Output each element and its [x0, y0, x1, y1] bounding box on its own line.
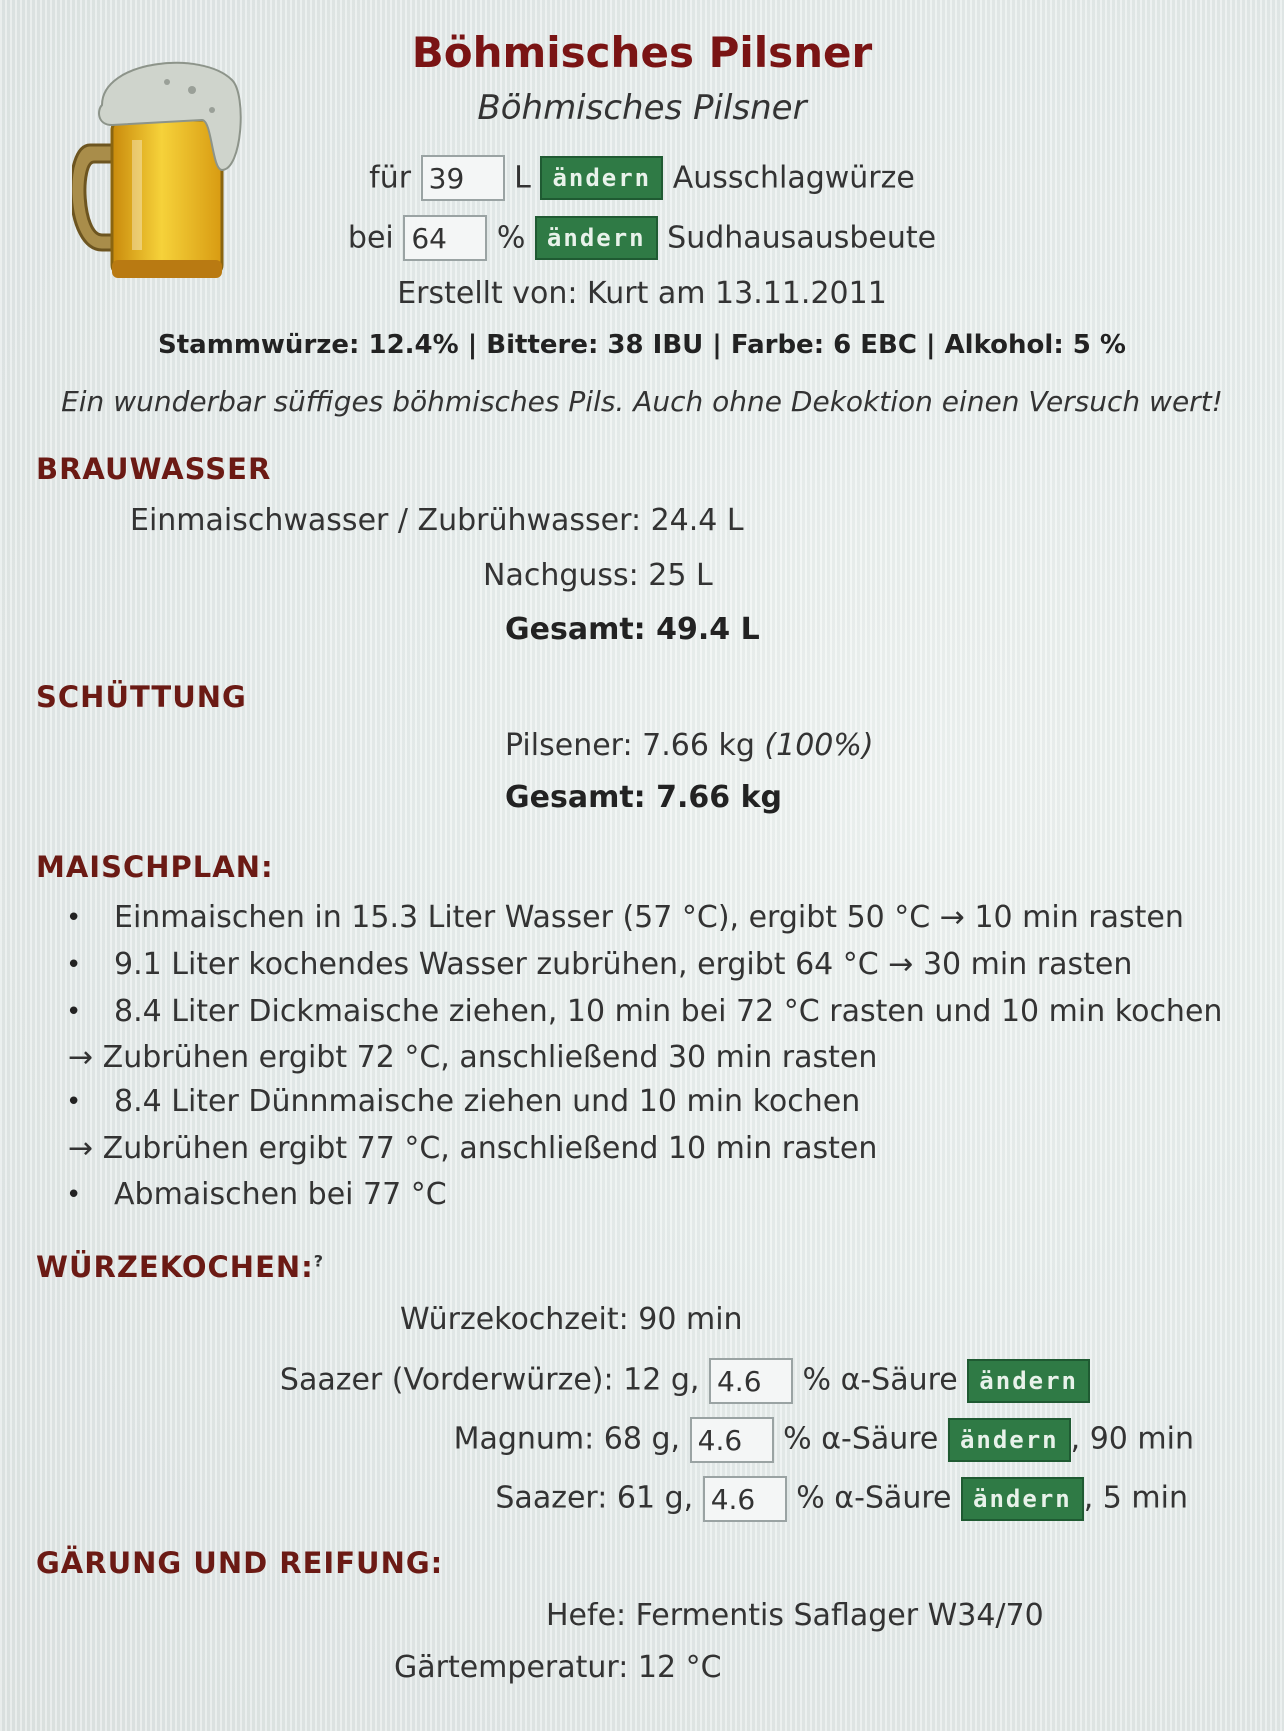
nachguss: Nachguss: 25 L [483, 558, 713, 593]
water-total: Gesamt: 49.4 L [505, 612, 760, 647]
bullet-glyph: • [66, 950, 82, 980]
hop-label: Magnum: 68 g, [453, 1421, 681, 1457]
malt-item [505, 728, 874, 763]
alpha-acid-input[interactable] [703, 1476, 787, 1522]
mash-step: Abmaischen bei 77 °C [114, 1177, 447, 1212]
wuerzekochen-heading-text: WÜRZEKOCHEN: [36, 1250, 314, 1284]
efficiency-row [0, 215, 1284, 261]
page-title: Böhmisches Pilsner [411, 28, 873, 77]
efficiency-change-button[interactable]: ändern [535, 216, 658, 260]
volume-prefix: für [369, 160, 412, 196]
alpha-acid-label: % α-Säure [802, 1362, 958, 1398]
yeast: Hefe: Fermentis Saflager W34/70 [546, 1598, 1044, 1633]
section-heading-maischplan: MAISCHPLAN: [36, 850, 274, 884]
section-heading-brauwasser: BRAUWASSER [36, 452, 272, 486]
bullet-glyph: • [66, 1087, 82, 1117]
volume-suffix: Ausschlagwürze [672, 160, 915, 196]
mash-step: 8.4 Liter Dünnmaische ziehen und 10 min kochen [114, 1084, 861, 1119]
hop-label: Saazer: 61 g, [495, 1480, 694, 1516]
einmaischwasser: Einmaischwasser / Zubrühwasser: 24.4 L [130, 503, 744, 538]
hop-row [495, 1476, 1188, 1522]
recipe-description: Ein wunderbar süffiges böhmisches Pils. Auch ohne Dekoktion einen Versuch wert! [61, 385, 1223, 418]
alpha-acid-label: % α-Säure [783, 1421, 939, 1457]
help-icon[interactable]: ? [313, 1251, 325, 1271]
efficiency-prefix: bei [347, 220, 394, 256]
hop-row [454, 1417, 1194, 1463]
mash-step: 8.4 Liter Dickmaische ziehen, 10 min bei 72 °C rasten und 10 min kochen [114, 994, 1223, 1029]
mash-step: Einmaischen in 15.3 Liter Wasser (57 °C), ergibt 50 °C → 10 min rasten [114, 900, 1184, 935]
mash-step: 9.1 Liter kochendes Wasser zubrühen, ergibt 64 °C → 30 min rasten [114, 947, 1133, 982]
section-heading-wuerzekochen [36, 1250, 324, 1284]
hop-time: , 90 min [1070, 1421, 1194, 1457]
section-heading-schuettung: SCHÜTTUNG [36, 680, 247, 714]
bullet-glyph: • [66, 903, 82, 933]
recipe-stats: Stammwürze: 12.4% | Bittere: 38 IBU | Farbe: 6 EBC | Alkohol: 5 % [158, 330, 1126, 360]
alpha-acid-input[interactable] [709, 1358, 793, 1404]
efficiency-suffix: Sudhausausbeute [667, 220, 937, 256]
mash-step: → Zubrühen ergibt 77 °C, anschließend 10 min rasten [68, 1131, 878, 1166]
volume-unit: L [514, 160, 531, 196]
alpha-change-button[interactable]: ändern [948, 1418, 1071, 1462]
section-heading-gaerung: GÄRUNG UND REIFUNG: [36, 1546, 444, 1580]
volume-row [0, 155, 1284, 201]
volume-input[interactable] [421, 155, 505, 201]
malt-total: Gesamt: 7.66 kg [505, 780, 783, 815]
malt-percent: (100%) [764, 728, 874, 763]
alpha-acid-label: % α-Säure [796, 1480, 952, 1516]
boil-time: Würzekochzeit: 90 min [400, 1302, 743, 1337]
volume-change-button[interactable]: ändern [540, 156, 663, 200]
bullet-glyph: • [66, 1180, 82, 1210]
mash-step: → Zubrühen ergibt 72 °C, anschließend 30 min rasten [68, 1040, 878, 1075]
bullet-glyph: • [66, 997, 82, 1027]
alpha-change-button[interactable]: ändern [967, 1359, 1090, 1403]
alpha-acid-input[interactable] [690, 1417, 774, 1463]
efficiency-unit: % [496, 220, 526, 256]
hop-time: , 5 min [1083, 1480, 1188, 1516]
page-subtitle: Böhmisches Pilsner [477, 88, 807, 128]
malt-amount: Pilsener: 7.66 kg [505, 728, 755, 763]
created-info: Erstellt von: Kurt am 13.11.2011 [397, 276, 887, 311]
hop-label: Saazer (Vorderwürze): 12 g, [279, 1362, 700, 1398]
hop-row [280, 1358, 1090, 1404]
efficiency-input[interactable] [403, 215, 487, 261]
alpha-change-button[interactable]: ändern [961, 1477, 1084, 1521]
fermentation-temp: Gärtemperatur: 12 °C [394, 1650, 722, 1685]
